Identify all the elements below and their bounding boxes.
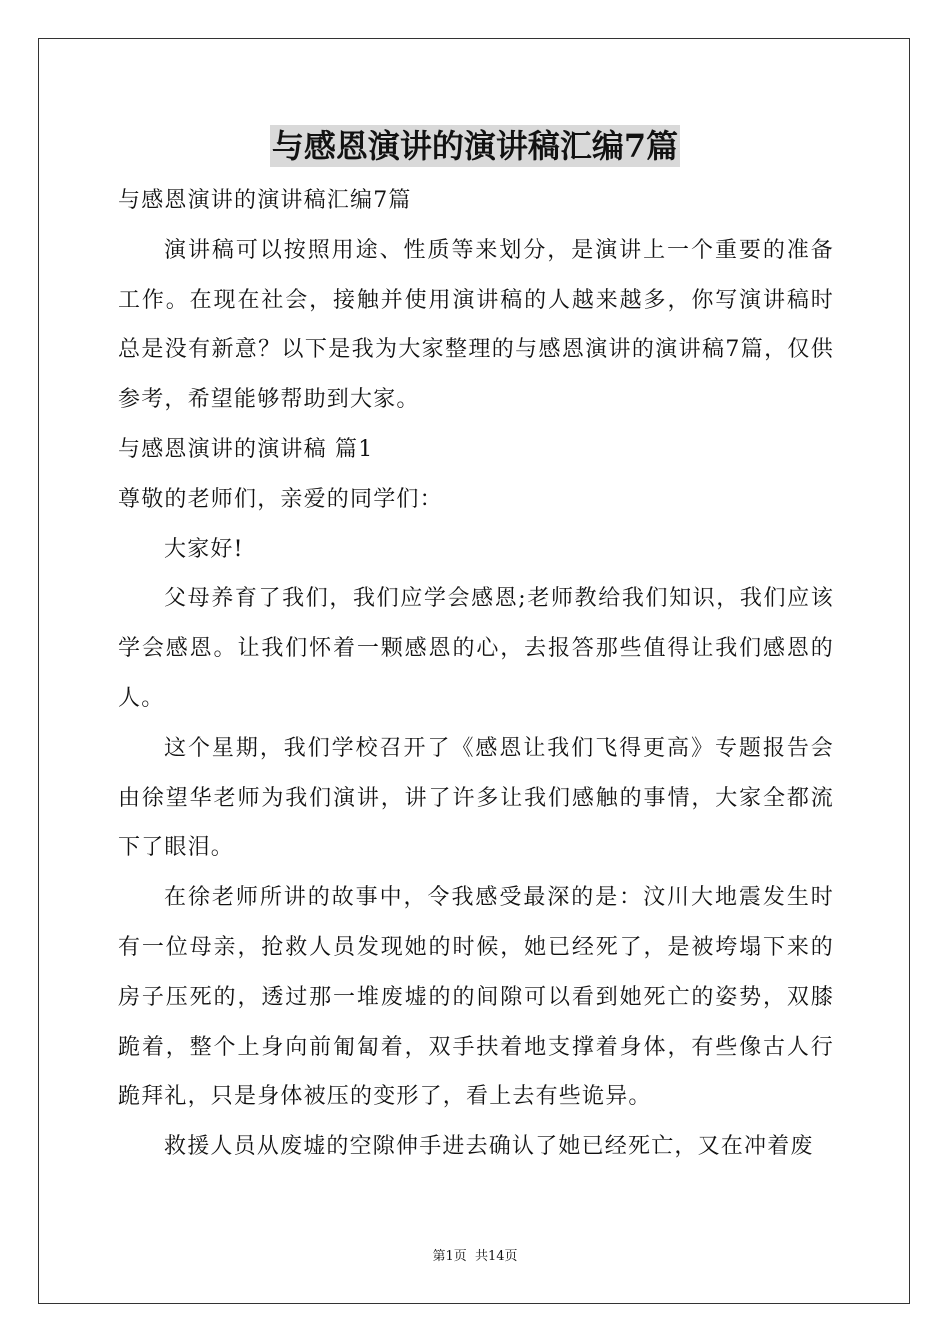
paragraph-salutation: 尊敬的老师们，亲爱的同学们： <box>118 486 443 512</box>
section-heading: 与感恩演讲的演讲稿 篇1 <box>118 436 374 462</box>
paragraph-greeting: 大家好! <box>164 536 244 562</box>
paragraph: 在徐老师所讲的故事中，令我感受最深的是：汶川大地震发生时有一位母亲，抢救人员发现她的时候，她已经死了，是被垮塌下来的房子压死的，透过那一堆废墟的的间隙可以看到她死亡的姿势，双膝跪着，整个上身向前匍匐着，双手扶着地支撑着身体，有些像古人行跪拜礼，只是身体被压的变形了，看上去有些诡异。 <box>118 885 834 1110</box>
page-total: 共14页 <box>474 1249 518 1264</box>
page-footer <box>0 1248 950 1266</box>
paragraph: 这个星期，我们学校召开了《感恩让我们飞得更高》专题报告会由徐望华老师为我们演讲，讲了许多让我们感触的事情，大家全都流下了眼泪。 <box>118 735 834 861</box>
paragraph: 父母养育了我们，我们应学会感恩;老师教给我们知识，我们应该学会感恩。让我们怀着一颗感恩的心，去报答那些值得让我们感恩的人。 <box>118 586 834 711</box>
document-body <box>118 176 834 1172</box>
paragraph-heading: 与感恩演讲的演讲稿汇编7篇 <box>118 188 412 213</box>
title-area <box>0 125 950 167</box>
paragraph: 救援人员从废墟的空隙伸手进去确认了她已经死亡，又在冲着废 <box>164 1134 814 1160</box>
paragraph-intro: 演讲稿可以按照用途、性质等来划分，是演讲上一个重要的准备工作。在现在社会，接触并使用演讲稿的人越来越多，你写演讲稿时总是没有新意？以下是我为大家整理的与感恩演讲的演讲稿7篇，仅供参考，希望能够帮助到大家。 <box>118 237 834 413</box>
document-title: 与感恩演讲的演讲稿汇编7篇 <box>271 127 679 165</box>
page-number: 第1页 <box>432 1249 467 1264</box>
